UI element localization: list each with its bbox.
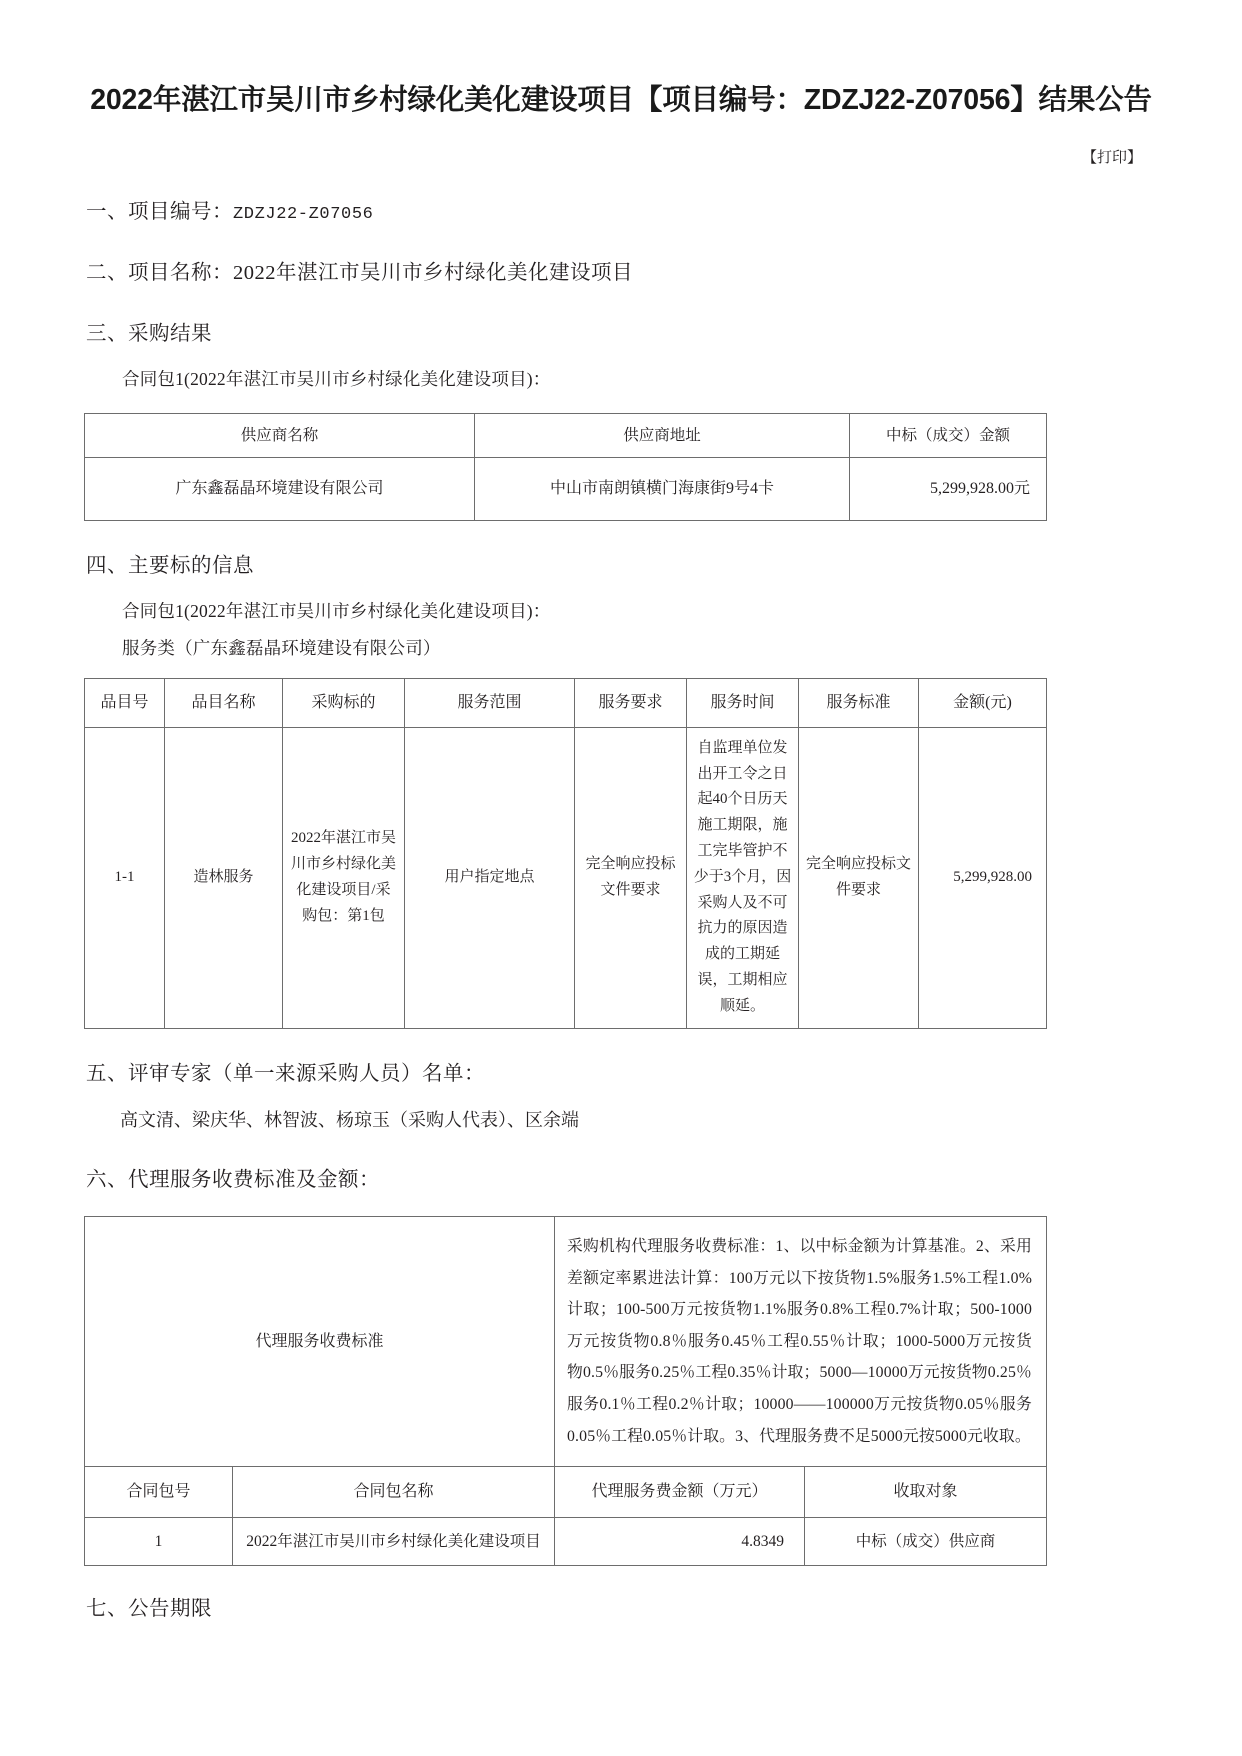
column-header-amount: 金额(元): [919, 678, 1047, 727]
cell-package-name: 2022年湛江市吴川市乡村绿化美化建设项目: [233, 1518, 555, 1566]
cell-item-name: 造林服务: [165, 727, 283, 1028]
column-header-item-no: 品目号: [85, 678, 165, 727]
section-project-name-label: 二、项目名称：: [86, 262, 233, 285]
section-review-experts: 五、评审专家（单一来源采购人员）名单：: [86, 1062, 485, 1085]
section-procurement-result: 三、采购结果: [86, 322, 212, 345]
column-header-subject: 采购标的: [283, 678, 405, 727]
print-row: [82, 146, 1142, 167]
cell-service-requirement: 完全响应投标文件要求: [575, 727, 687, 1028]
print-button[interactable]: 【打印】: [1081, 150, 1142, 167]
result-package-label: 合同包1(2022年湛江市吴川市乡村绿化美化建设项目)：: [122, 368, 551, 389]
review-experts-names: 高文清、梁庆华、林智波、杨琼玉（采购人代表）、区余端: [120, 1110, 579, 1131]
cell-amount: 5,299,928.00: [919, 727, 1047, 1028]
section-project-number: [82, 197, 1160, 228]
main-package-label: 合同包1(2022年湛江市吴川市乡村绿化美化建设项目)：: [122, 600, 551, 621]
cell-item-no: 1-1: [85, 727, 165, 1028]
cell-supplier-address: 中山市南朗镇横门海康街9号4卡: [475, 457, 850, 520]
project-name-value: 2022年湛江市吴川市乡村绿化美化建设项目: [233, 262, 633, 285]
project-number-value: ZDZJ22-Z07056: [233, 205, 374, 225]
cell-payer: 中标（成交）供应商: [805, 1518, 1047, 1566]
cell-award-amount: 5,299,928.00元: [850, 457, 1047, 520]
page-title: 2022年湛江市吴川市乡村绿化美化建设项目【项目编号：ZDZJ22-Z07056】结果公告: [90, 84, 1152, 116]
cell-subject: 2022年湛江市吴川市乡村绿化美化建设项目/采购包：第1包: [283, 727, 405, 1028]
cell-service-standard: 完全响应投标文件要求: [799, 727, 919, 1028]
column-header-package-no: 合同包号: [85, 1467, 233, 1518]
column-header-service-duration: 服务时间: [687, 678, 799, 727]
column-header-package-name: 合同包名称: [233, 1467, 555, 1518]
column-header-service-requirement: 服务要求: [575, 678, 687, 727]
cell-supplier-name: 广东鑫磊晶环境建设有限公司: [85, 457, 475, 520]
cell-fee-standard-text: 采购机构代理服务收费标准：1、以中标金额为计算基准。2、采用差额定率累进法计算：100万元以下按货物1.5%服务1.5%工程1.0%计取；100-500万元按货物1.1%服务0.8%工程0.7%计取；500-1000万元按货物0.8％服务0.45％工程0.55％计取；1000-5000万元按货物0.5％服务0.25％工程0.35％计取；5000—10000万元按货物0.25％服务0.1％工程0.2％计取；10000——100000万元按货物0.05％服务0.05％工程0.05％计取。3、代理服务费不足5000元按5000元收取。: [555, 1217, 1047, 1467]
table-header-row: [85, 413, 1047, 457]
cell-fee-amount: 4.8349: [555, 1518, 805, 1566]
result-table: [84, 413, 1047, 521]
column-header-award-amount: 中标（成交）金额: [850, 413, 1047, 457]
cell-service-scope: 用户指定地点: [405, 727, 575, 1028]
main-subject-table: [84, 678, 1047, 1029]
cell-package-no: 1: [85, 1518, 233, 1566]
table-row: [85, 727, 1047, 1028]
fee-standard-row: [85, 1217, 1047, 1467]
section-agency-fee: 六、代理服务收费标准及金额：: [86, 1169, 380, 1192]
column-header-supplier-address: 供应商地址: [475, 413, 850, 457]
table-header-row: [85, 1467, 1047, 1518]
column-header-supplier-name: 供应商名称: [85, 413, 475, 457]
cell-service-duration: 自监理单位发出开工令之日起40个日历天施工期限，施工完毕管护不少于3个月，因采购人及不可抗力的原因造成的工期延误，工期相应顺延。: [687, 727, 799, 1028]
column-header-payer: 收取对象: [805, 1467, 1047, 1518]
column-header-item-name: 品目名称: [165, 678, 283, 727]
column-header-service-standard: 服务标准: [799, 678, 919, 727]
column-header-service-scope: 服务范围: [405, 678, 575, 727]
section-announcement-period: 七、公告期限: [86, 1598, 212, 1621]
agency-fee-table: [84, 1216, 1047, 1566]
cell-fee-standard-label: 代理服务收费标准: [85, 1217, 555, 1467]
section-project-name: [82, 258, 1160, 289]
table-header-row: [85, 678, 1047, 727]
table-row: [85, 1518, 1047, 1566]
main-category-label: 服务类（广东鑫磊晶环境建设有限公司）: [122, 637, 441, 658]
table-row: [85, 457, 1047, 520]
section-main-subject-info: 四、主要标的信息: [86, 554, 254, 577]
column-header-fee-amount: 代理服务费金额（万元）: [555, 1467, 805, 1518]
section-project-number-label: 一、项目编号：: [86, 201, 233, 224]
